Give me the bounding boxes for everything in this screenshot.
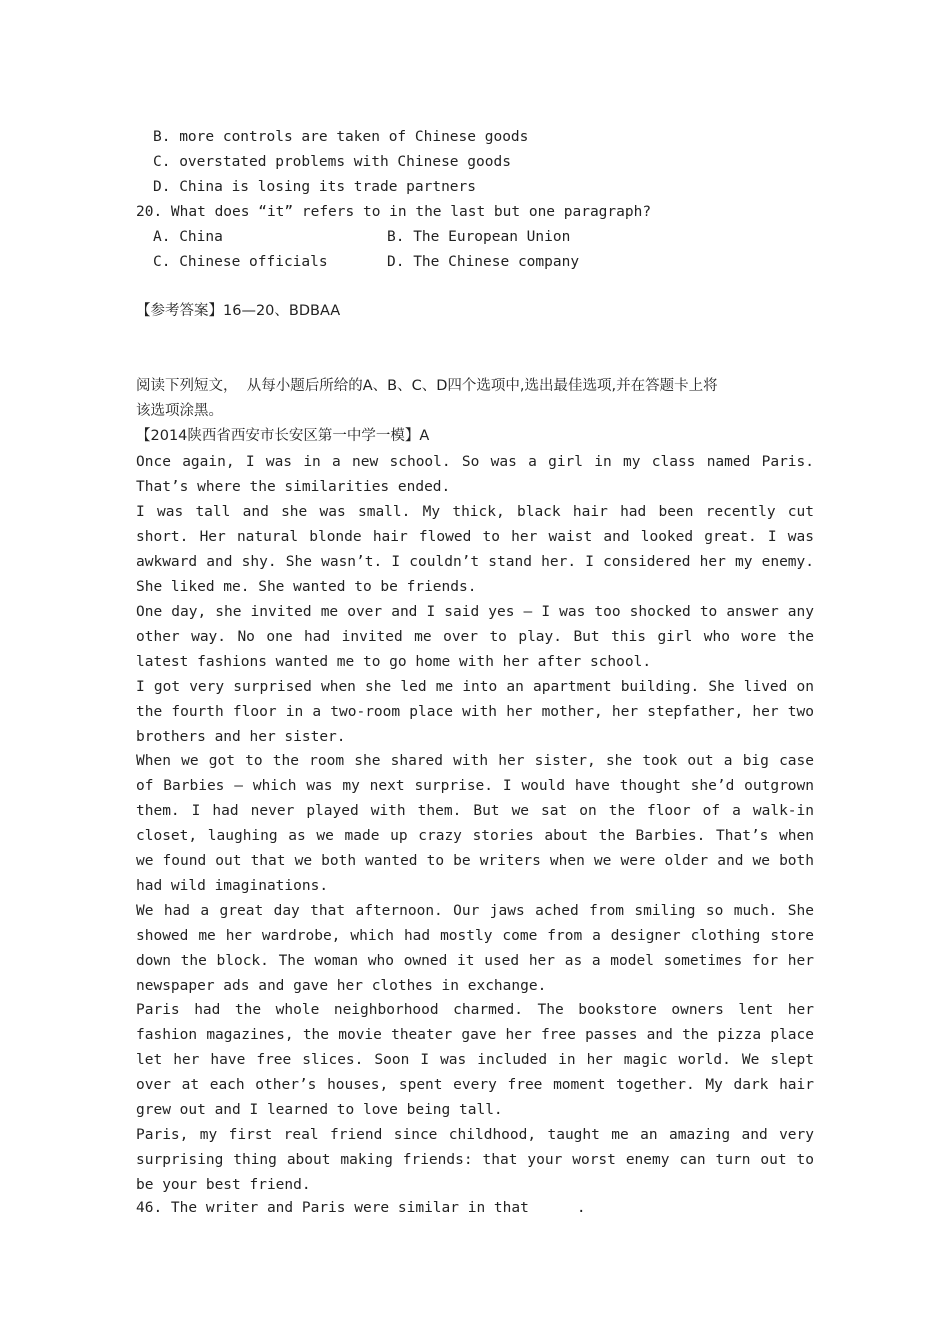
passage-paragraph: Paris, my first real friend since childhood, taught me an amazing and very surprising thing about making friends: that your worst enemy can turn out to be your best friend.: [136, 1127, 814, 1193]
instructions-line-2: 该选项涂黑。: [136, 403, 223, 419]
q19-option-b: B. more controls are taken of Chinese goods: [153, 129, 529, 145]
q20-option-c: C. Chinese officials: [153, 254, 328, 270]
passage-paragraph: We had a great day that afternoon. Our jaws ached from smiling so much. She showed me her wardrobe, which had mostly come from a designer clothing store down the block. The woman who owned it used her as a model sometimes for her newspaper ads and gave her clothes in exchange.: [136, 903, 814, 994]
passage-paragraph: One day, she invited me over and I said yes — I was too shocked to answer any other way. No one had invited me over to play. But this girl who wore the latest fashions wanted me to go home with her after school.: [136, 604, 814, 670]
q20-option-d: D. The Chinese company: [387, 254, 580, 270]
q20-option-b: B. The European Union: [387, 229, 571, 245]
q19-option-c: C. overstated problems with Chinese goods: [153, 154, 511, 170]
q20-stem: 20. What does “it” refers to in the last but one paragraph?: [136, 204, 652, 220]
passage-paragraph: I got very surprised when she led me into an apartment building. She lived on the fourth floor in a two-room place with her mother, her stepfather, her two brothers and her sister.: [136, 679, 814, 745]
q46-question: [136, 1198, 586, 1218]
answer-key: 【参考答案】16—20、BDBAA: [136, 303, 341, 319]
passage-paragraph: When we got to the room she shared with her sister, she took out a big case of Barbies — which was my next surprise. I would have thought she’d outgrown them. I had never played with them. But we sat on the floor of a walk-in closet, laughing as we made up crazy stories about the Barbies. That’s when we found out that we both wanted to be writers when we were older and we both had wild imaginations.: [136, 753, 814, 894]
passage-source: 【2014陕西省西安市长安区第一中学一模】A: [136, 428, 430, 444]
passage-paragraph: I was tall and she was small. My thick, black hair had been recently cut short. Her natural blonde hair flowed to her waist and looked great. I was awkward and shy. She wasn’t. I couldn’t stand her. I considered her my enemy. She liked me. She wanted to be friends.: [136, 504, 814, 595]
q46-end: .: [576, 1200, 586, 1216]
q19-option-d: D. China is losing its trade partners: [153, 179, 477, 195]
passage-paragraph: Once again, I was in a new school. So was a girl in my class named Paris. That’s where the similarities ended.: [136, 454, 814, 495]
instructions-line-1: 阅读下列短文， 从每小题后所给的A、B、C、D四个选项中,选出最佳选项,并在答题卡上将: [136, 378, 718, 394]
q20-option-a: A. China: [153, 229, 223, 245]
passage-paragraph: Paris had the whole neighborhood charmed. The bookstore owners lent her fashion magazines, the movie theater gave her free passes and the pizza place let her have free slices. Soon I was included in her magic world. We slept over at each other’s houses, spent every free moment together. My dark hair grew out and I learned to love being tall.: [136, 1002, 814, 1118]
q46-stem: 46. The writer and Paris were similar in that: [136, 1200, 529, 1216]
